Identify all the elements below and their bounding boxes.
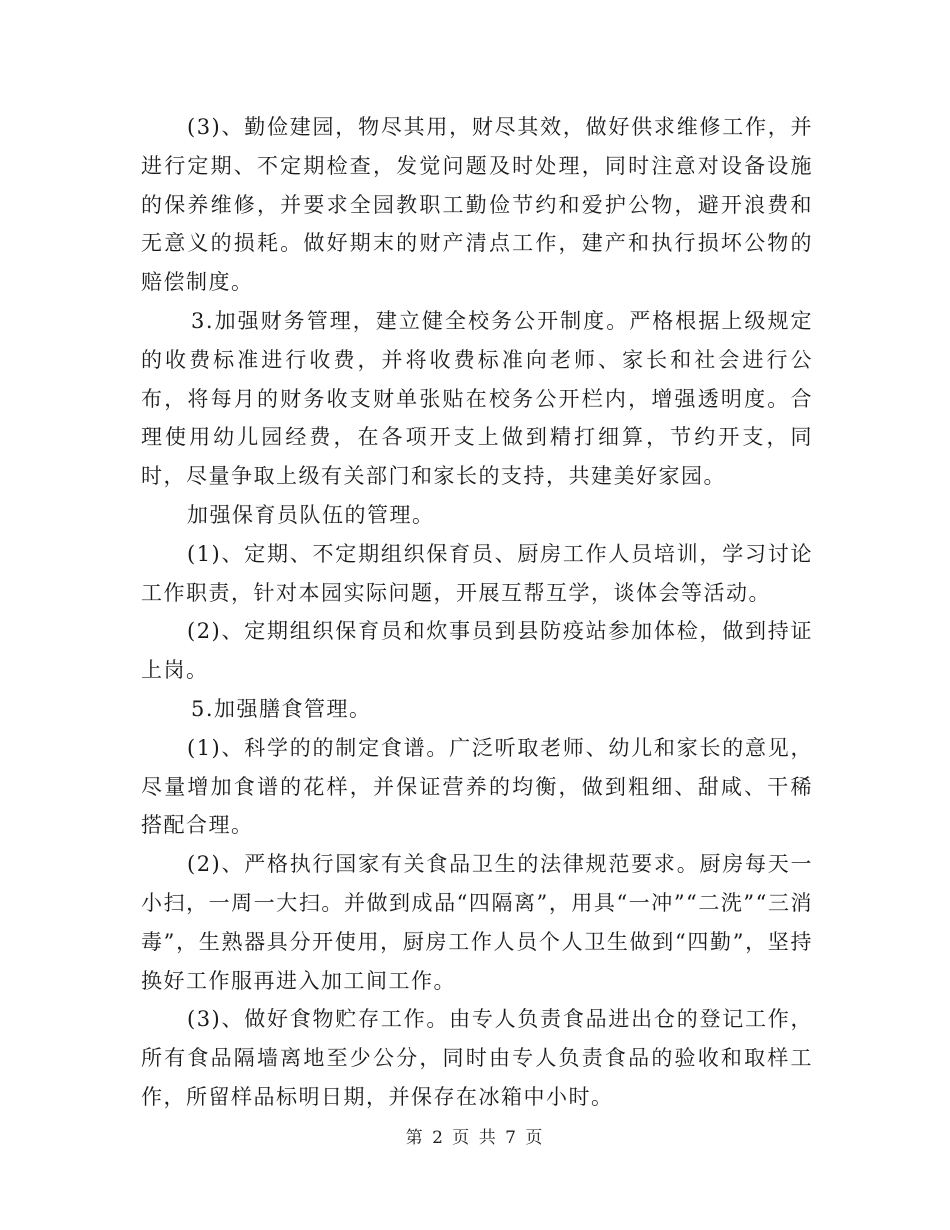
paragraph-caregiver-training: (1)、定期、不定期组织保育员、厨房工作人员培训，学习讨论工作职责，针对本园实际问题，开展互帮互学，谈体会等活动。 [141, 541, 813, 605]
paragraph-menu-planning: (1)、科学的的制定食谱。广泛听取老师、幼儿和家长的意见，尽量增加食谱的花样，并保证营养的均衡，做到粗细、甜咸、干稀搭配合理。 [141, 735, 813, 838]
paragraph-food-storage: (3)、做好食物贮存工作。由专人负责食品进出仓的登记工作，所有食品隔墙离地至少公分，同时由专人负责食品的验收和取样工作，所留样品标明日期，并保存在冰箱中小时。 [141, 1007, 813, 1109]
document-body [141, 108, 813, 1117]
paragraph-3-diligent-build: (3)、勤俭建园，物尽其用，财尽其效，做好供求维修工作，并进行定期、不定期检查，发觉问题及时处理，同时注意对设备设施的保养维修，并要求全园教职工勤俭节约和爱护公物，避开浪费和无意义的损耗。做好期末的财产清点工作，建产和执行损坏公物的赔偿制度。 [141, 115, 813, 295]
paragraph-meal-heading: 5.加强膳食管理。 [191, 696, 372, 721]
paragraph-caregiver-checkup: (2)、定期组织保育员和炊事员到县防疫站参加体检，做到持证上岗。 [141, 619, 813, 683]
paragraph-caregiver-heading: 加强保育员队伍的管理。 [187, 502, 435, 527]
paragraph-finance-management: 3.加强财务管理，建立健全校务公开制度。严格根据上级规定的收费标准进行收费，并将收费标准向老师、家长和社会进行公布，将每月的财务收支财单张贴在校务公开栏内，增强透明度。合理使用幼儿园经费，在各项开支上做到精打细算，节约开支，同时，尽量争取上级有关部门和家长的支持，共建美好家园。 [141, 308, 813, 489]
paragraph-food-hygiene: (2)、严格执行国家有关食品卫生的法律规范要求。厨房每天一小扫，一周一大扫。并做到成品“四隔离”，用具“一冲”“二洗”“三消毒”，生熟器具分开使用，厨房工作人员个人卫生做到“四勤”，坚持换好工作服再进入加工间工作。 [141, 852, 813, 993]
page-footer: 第 2 页 共 7 页 [405, 1128, 545, 1148]
